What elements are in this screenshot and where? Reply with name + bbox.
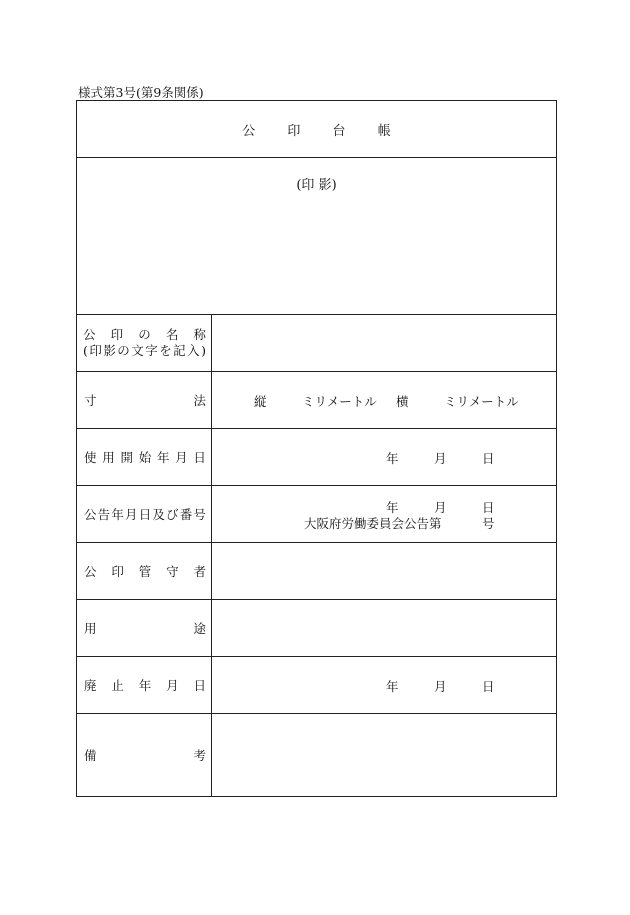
label-character: の (138, 327, 151, 342)
label-character: 印 (111, 564, 124, 579)
abolition-date-row (77, 657, 556, 714)
remarks-field[interactable] (212, 714, 556, 796)
notice-field[interactable] (212, 486, 556, 542)
label-character: 記 (173, 343, 186, 358)
seal-name-label-cell (77, 315, 212, 371)
abolition-year-label: 年 (386, 679, 399, 694)
label-character: 年 (138, 678, 152, 693)
abolition-day-label: 日 (482, 679, 495, 694)
label-character: 守 (166, 564, 179, 579)
label-character: ( (83, 343, 88, 358)
notice-month-label: 月 (434, 500, 447, 515)
label-character: 印 (89, 343, 102, 358)
label-character: 入 (187, 343, 200, 358)
label-character: 公 (84, 507, 97, 522)
purpose-label-cell (77, 600, 212, 656)
label-character: 月 (125, 507, 138, 522)
label-character: 公 (84, 564, 97, 579)
abolition-date-label (84, 676, 206, 694)
purpose-label-left: 用 (84, 621, 97, 636)
register-title: 公 印 台 帳 (242, 124, 391, 139)
label-character: 日 (138, 507, 152, 522)
form-number-label: 様式第3号(第9条関係) (78, 85, 204, 100)
title-row (77, 101, 556, 158)
label-character: ) (201, 343, 206, 358)
remarks-label-right: 考 (193, 748, 206, 763)
label-character: 日 (193, 678, 206, 693)
start-date-label-cell (77, 429, 212, 485)
label-character: の (117, 343, 130, 358)
seal-name-row (77, 315, 556, 372)
start-date-field[interactable] (212, 429, 556, 485)
label-character: 告 (97, 507, 111, 522)
label-character: 影 (103, 343, 116, 358)
label-character: 管 (138, 564, 152, 579)
custodian-row (77, 543, 556, 600)
label-character: 日 (193, 450, 206, 465)
vertical-unit: ミリメートル (302, 394, 377, 409)
custodian-label (84, 562, 206, 580)
seal-impression-area[interactable] (77, 158, 556, 315)
start-date-label (84, 448, 206, 466)
remarks-label-cell (77, 714, 212, 796)
size-label-cell (77, 372, 212, 428)
label-character: 字 (145, 343, 158, 358)
label-character: 始 (138, 450, 152, 465)
seal-name-field[interactable] (212, 315, 556, 371)
label-character: 文 (131, 343, 144, 358)
custodian-field[interactable] (212, 543, 556, 599)
remarks-row (77, 714, 556, 796)
purpose-row (77, 600, 556, 657)
abolition-date-field[interactable] (212, 657, 556, 713)
remarks-label-left: 備 (84, 748, 97, 763)
label-character: 廃 (84, 678, 97, 693)
start-date-row (77, 429, 556, 486)
label-character: 用 (102, 450, 115, 465)
notice-label (84, 505, 206, 523)
seal-name-sublabel (83, 343, 206, 359)
start-day-label: 日 (482, 451, 495, 466)
seal-impression-caption: (印 影) (296, 178, 337, 193)
size-row (77, 372, 556, 429)
purpose-field[interactable] (212, 600, 556, 656)
size-field[interactable] (212, 372, 556, 428)
notice-day-label: 日 (482, 500, 495, 515)
label-character: 使 (84, 450, 97, 465)
abolition-date-label-cell (77, 657, 212, 713)
label-character: を (159, 343, 172, 358)
custodian-label-cell (77, 543, 212, 599)
label-character: 月 (175, 450, 188, 465)
label-character: 年 (156, 450, 170, 465)
label-character: 年 (111, 507, 124, 522)
label-character: 止 (111, 678, 124, 693)
purpose-label-right: 途 (193, 621, 206, 636)
label-character: 開 (120, 450, 133, 465)
notice-label-cell (77, 486, 212, 542)
label-character: 号 (193, 507, 206, 522)
notice-year-label: 年 (386, 500, 399, 515)
start-month-label: 月 (434, 451, 447, 466)
vertical-label: 縦 (254, 394, 267, 409)
official-seal-register-table (76, 100, 557, 797)
label-character: 者 (193, 564, 206, 579)
notice-row (77, 486, 556, 543)
horizontal-label: 横 (396, 394, 409, 409)
label-character: 名 (165, 327, 179, 342)
start-year-label: 年 (386, 451, 399, 466)
notice-number-suffix: 号 (482, 516, 495, 531)
label-character: 称 (193, 327, 206, 342)
seal-name-label (83, 327, 206, 343)
label-character: 月 (166, 678, 179, 693)
label-character: 番 (179, 507, 193, 522)
label-character: び (166, 507, 179, 522)
size-label-left: 寸 (84, 393, 97, 408)
label-character: 及 (152, 507, 165, 522)
size-label-right: 法 (193, 393, 206, 408)
label-character: 公 (83, 327, 96, 342)
abolition-month-label: 月 (434, 679, 447, 694)
label-character: 印 (110, 327, 124, 342)
notice-number-prefix: 大阪府労働委員会公告第 (304, 516, 442, 531)
horizontal-unit: ミリメートル (444, 394, 519, 409)
